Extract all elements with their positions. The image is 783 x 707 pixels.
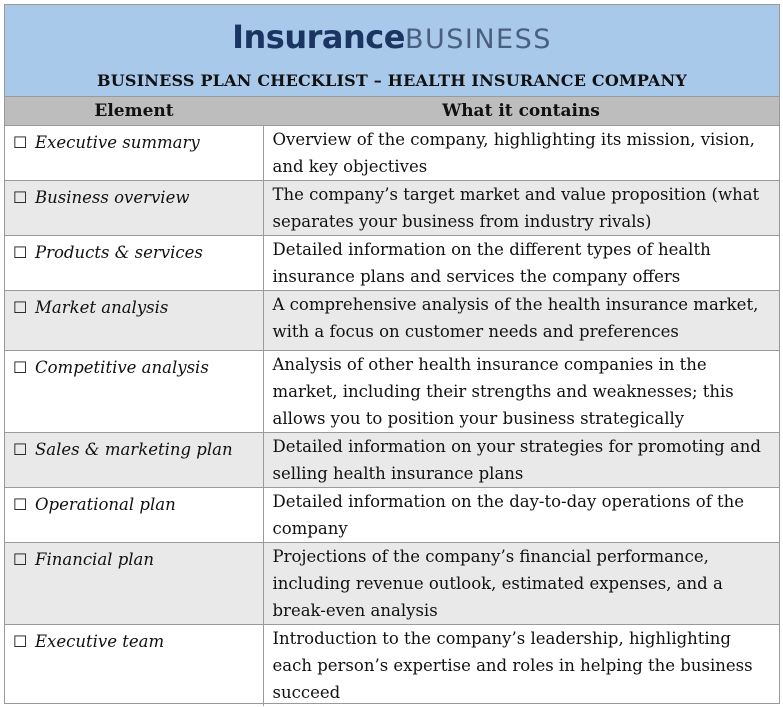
contents-cell: Detailed information on the different types of health insurance plans and services the company offers	[263, 236, 779, 291]
contents-cell: Detailed information on the day-to-day operations of the company	[263, 488, 779, 543]
checklist-table	[5, 96, 779, 706]
checkbox[interactable]: ☐	[13, 133, 28, 152]
checkbox[interactable]: ☐	[13, 188, 28, 207]
element-name: Products & services	[35, 243, 203, 262]
contents-cell: Detailed information on your strategies for promoting and selling health insurance plans	[263, 433, 779, 488]
contents-cell: Introduction to the company’s leadership, highlighting each person’s expertise and roles in helping the business succeed	[263, 625, 779, 707]
contents-cell: A comprehensive analysis of the health insurance market, with a focus on customer needs and preferences	[263, 291, 779, 351]
element-cell	[5, 126, 263, 181]
page-title: BUSINESS PLAN CHECKLIST – HEALTH INSURANCE COMPANY	[96, 71, 687, 90]
table-row	[5, 236, 779, 291]
column-header-contents: What it contains	[263, 97, 779, 126]
element-name: Business overview	[35, 188, 190, 207]
brand-name-bold: Insurance	[232, 18, 405, 56]
element-name: Competitive analysis	[35, 358, 209, 377]
element-cell	[5, 351, 263, 433]
table-header-row	[5, 97, 779, 126]
checkbox[interactable]: ☐	[13, 440, 28, 459]
checkbox[interactable]: ☐	[13, 243, 28, 262]
brand-logo	[5, 19, 779, 61]
table-row	[5, 433, 779, 488]
contents-cell: The company’s target market and value proposition (what separates your business from industry rivals)	[263, 181, 779, 236]
table-row	[5, 543, 779, 625]
contents-cell: Overview of the company, highlighting its mission, vision, and key objectives	[263, 126, 779, 181]
element-cell	[5, 488, 263, 543]
table-row	[5, 181, 779, 236]
element-cell	[5, 625, 263, 707]
checkbox[interactable]: ☐	[13, 358, 28, 377]
table-row	[5, 351, 779, 433]
element-name: Financial plan	[35, 550, 154, 569]
element-name: Operational plan	[35, 495, 176, 514]
table-row	[5, 488, 779, 543]
table-row	[5, 291, 779, 351]
table-row	[5, 625, 779, 707]
element-name: Executive summary	[35, 133, 200, 152]
element-cell	[5, 543, 263, 625]
brand-name-light: BUSINESS	[404, 24, 552, 55]
header-banner	[5, 5, 779, 96]
contents-cell: Analysis of other health insurance companies in the market, including their strengths and weaknesses; this allows you to position your business strategically	[263, 351, 779, 433]
table-row	[5, 126, 779, 181]
column-header-element: Element	[5, 97, 263, 126]
element-name: Market analysis	[35, 298, 169, 317]
element-cell	[5, 236, 263, 291]
element-cell	[5, 181, 263, 236]
checkbox[interactable]: ☐	[13, 495, 28, 514]
checkbox[interactable]: ☐	[13, 632, 28, 651]
checkbox[interactable]: ☐	[13, 550, 28, 569]
element-cell	[5, 433, 263, 488]
element-cell	[5, 291, 263, 351]
checklist-card	[4, 4, 780, 704]
checkbox[interactable]: ☐	[13, 298, 28, 317]
element-name: Sales & marketing plan	[35, 440, 233, 459]
contents-cell: Projections of the company’s financial performance, including revenue outlook, estimated expenses, and a break-even analysis	[263, 543, 779, 625]
element-name: Executive team	[35, 632, 165, 651]
